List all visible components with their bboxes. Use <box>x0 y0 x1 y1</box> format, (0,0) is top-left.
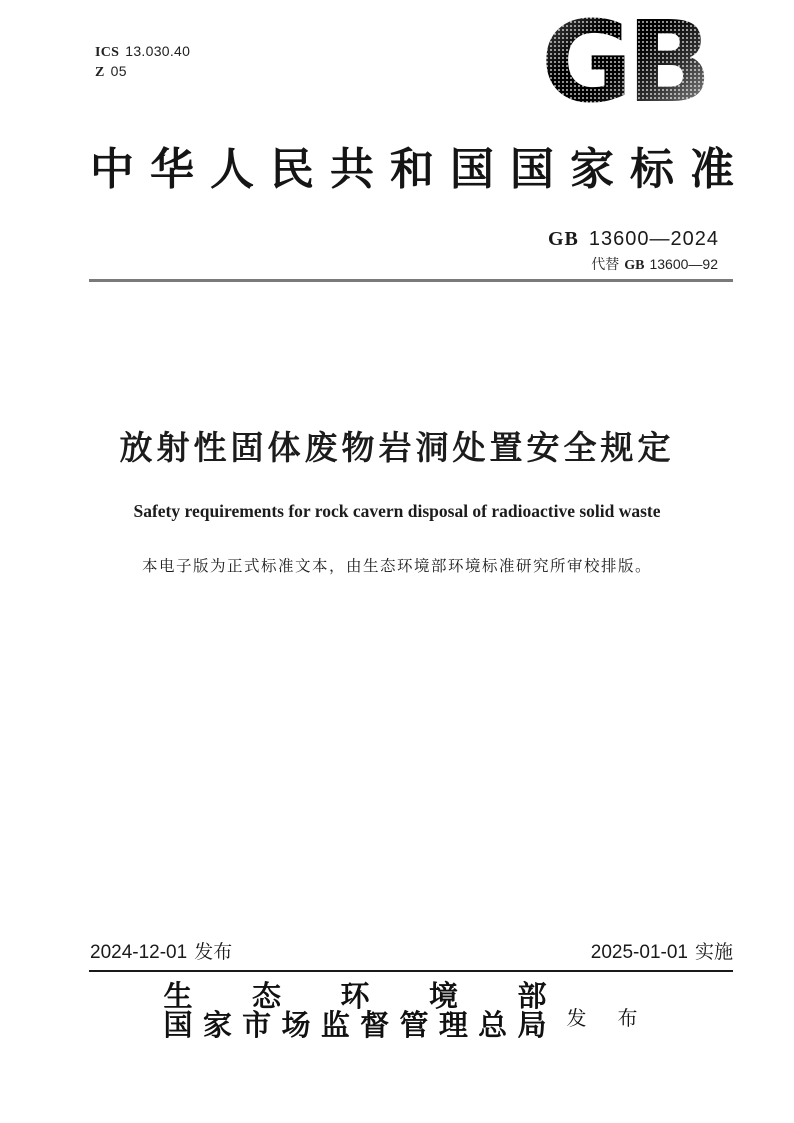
header-rule <box>89 279 733 282</box>
classification-line <box>95 62 190 82</box>
ics-label: ICS <box>95 45 120 60</box>
publisher-lines <box>164 983 547 1041</box>
classification-label: Z <box>95 65 105 80</box>
standard-code-prefix: GB <box>547 228 579 250</box>
document-note: 本电子版为正式标准文本，由生态环境部环境标准研究所审校排版。 <box>141 558 652 575</box>
replaces-label: 代替 <box>591 256 620 272</box>
ics-block <box>95 42 190 82</box>
gb-logo: GB <box>540 0 706 128</box>
classification-value: 05 <box>110 63 127 79</box>
issue-label: 发布 <box>194 942 233 963</box>
publisher-block <box>10 983 794 1041</box>
dates-row <box>90 941 733 965</box>
publisher-line-2: 国家市场监督管理总局 <box>163 1010 547 1042</box>
replaces-prefix: GB <box>624 258 645 273</box>
footer-rule <box>89 970 733 972</box>
ics-value: 13.030.40 <box>125 43 191 59</box>
issue-date: 2024-12-01 <box>90 942 188 963</box>
replaces-line <box>591 255 718 275</box>
publish-label: 发 布 <box>566 1007 651 1030</box>
standard-code-number: 13600—2024 <box>588 228 719 250</box>
standard-code <box>548 227 719 251</box>
publisher-line-1: 生态环境部 <box>163 981 547 1013</box>
ics-line <box>95 42 190 62</box>
implementation-date: 2025-01-01 <box>590 942 688 963</box>
document-title-cn: 放射性固体废物岩洞处置安全规定 <box>119 429 675 466</box>
issue-date-item <box>90 941 232 965</box>
document-title-en: Safety requirements for rock cavern disposal of radioactive solid waste <box>133 501 661 521</box>
implementation-date-item <box>591 941 733 965</box>
header-title: 中华人民共和国国家标准 <box>90 145 734 194</box>
implementation-label: 实施 <box>694 942 733 963</box>
replaces-number: 13600—92 <box>649 256 718 272</box>
